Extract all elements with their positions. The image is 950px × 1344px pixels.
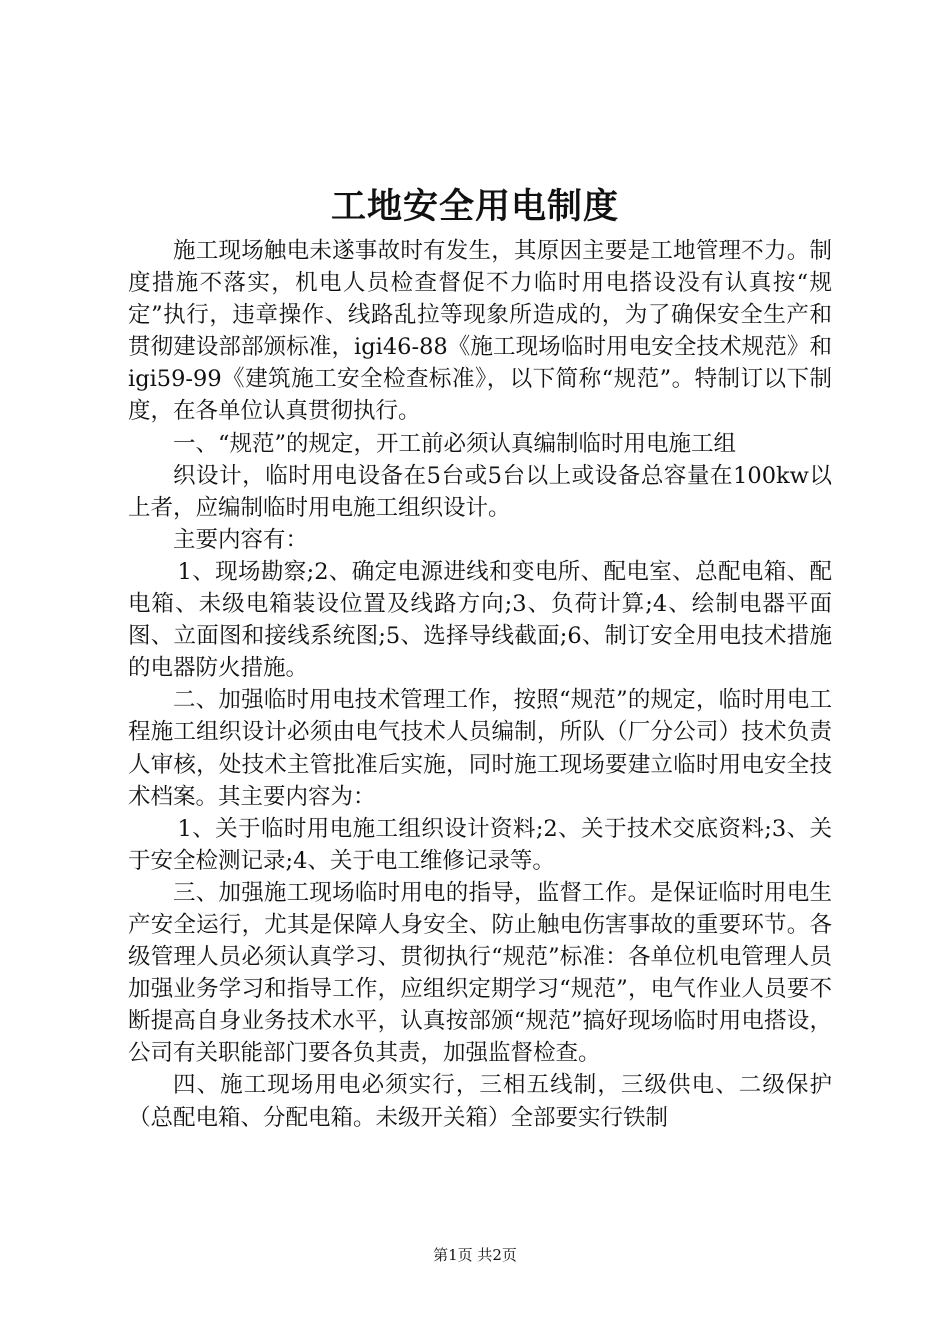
paragraph-section-3: 三、加强施工现场临时用电的指导，监督工作。是保证临时用电生产安全运行，尤其是保障人身安全、防止触电伤害事故的重要环节。各级管理人员必须认真学习、贯彻执行“规范”标准：各单位机电管理人员加强业务学习和指导工作，应组织定期学习“规范”，电气作业人员要不断提高自身业务技术水平，认真按部颁“规范”搞好现场临时用电搭设，公司有关职能部门要各负其责，加强监督检查。 bbox=[128, 879, 832, 1067]
paragraph-section-2: 二、加强临时用电技术管理工作，按照“规范”的规定，临时用电工程施工组织设计必须由电气技术人员编制，所队（厂分公司）技术负责人审核，处技术主管批准后实施，同时施工现场要建立临时用电安全技术档案。其主要内容为： bbox=[128, 687, 832, 810]
document-body bbox=[128, 235, 832, 1134]
paragraph-section-1-cont: 织设计，临时用电设备在5台或5台以上或设备总容量在100kw以上者，应编制临时用电施工组织设计。 bbox=[128, 462, 832, 521]
paragraph-intro: 施工现场触电未遂事故时有发生，其原因主要是工地管理不力。制度措施不落实，机电人员检查督促不力临时用电搭设没有认真按“规定”执行，违章操作、线路乱拉等现象所造成的，为了确保安全生产和贯彻建设部部颁标准，igi46-88《施工现场临时用电安全技术规范》和igi59-99《建筑施工安全检查标准》，以下简称“规范”。特制订以下制度，在各单位认真贯彻执行。 bbox=[128, 238, 832, 425]
paragraph-main-content-list: 1、现场勘察;2、确定电源进线和变电所、配电室、总配电箱、配电箱、未级电箱装设位置及线路方向;3、负荷计算;4、绘制电器平面图、立面图和接线系统图;5、选择导线截面;6、制订安全用电技术措施的电器防火措施。 bbox=[128, 558, 832, 682]
paragraph-section-1: 一、“规范”的规定，开工前必须认真编制临时用电施工组 bbox=[173, 430, 737, 457]
paragraph-section-2-list: 1、关于临时用电施工组织设计资料;2、关于技术交底资料;3、关于安全检测记录;4、关于电工维修记录等。 bbox=[128, 815, 832, 874]
document-title: 工地安全用电制度 bbox=[330, 186, 619, 227]
paragraph-section-4: 四、施工现场用电必须实行，三相五线制，三级供电、二级保护（总配电箱、分配电箱。未级开关箱）全部要实行铁制 bbox=[128, 1072, 832, 1131]
page-number: 第1页 共2页 bbox=[433, 1246, 517, 1264]
paragraph-main-content-heading: 主要内容有： bbox=[173, 526, 309, 553]
